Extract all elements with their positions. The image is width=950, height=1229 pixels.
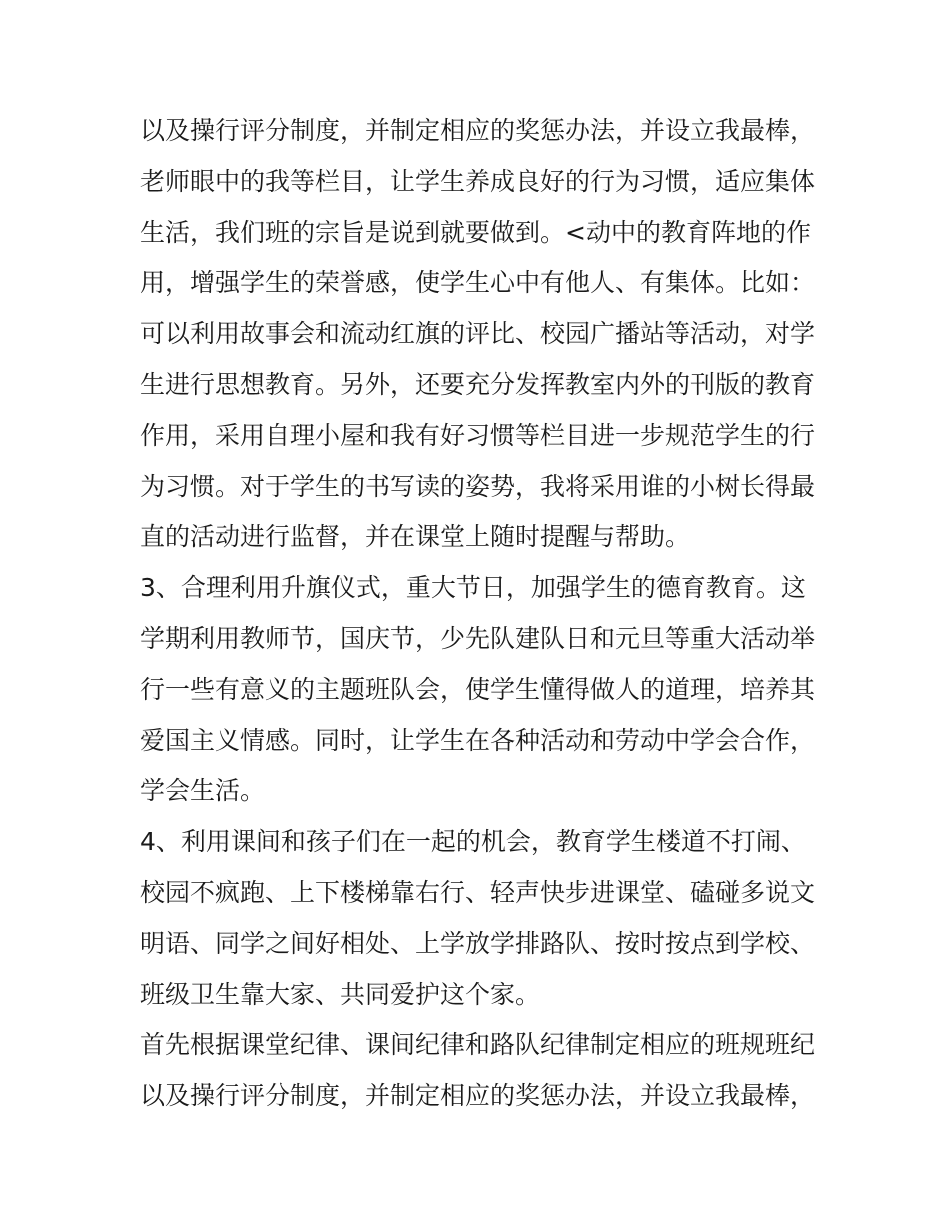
text-line: 学期利用教师节，国庆节，少先队建队日和元旦等重大活动举 xyxy=(140,623,816,653)
document-body xyxy=(140,106,820,1122)
text-line: 用，增强学生的荣誉感，使学生心中有他人、有集体。比如： xyxy=(140,268,816,298)
text-line: 以及操行评分制度，并制定相应的奖惩办法，并设立我最棒， xyxy=(140,1081,816,1111)
text-line: 4、利用课间和孩子们在一起的机会，教育学生楼道不打闹、 xyxy=(140,827,806,857)
text-line: 作用，采用自理小屋和我有好习惯等栏目进一步规范学生的行 xyxy=(140,420,816,450)
text-line: 班级卫生靠大家、共同爱护这个家。 xyxy=(140,979,541,1009)
text-line: 学会生活。 xyxy=(140,776,266,806)
text-line: 首先根据课堂纪律、课间纪律和路队纪律制定相应的班规班纪 xyxy=(140,1030,816,1060)
text-line: 明语、同学之间好相处、上学放学排路队、按时按点到学校、 xyxy=(140,928,816,958)
text-line: 以及操行评分制度，并制定相应的奖惩办法，并设立我最棒， xyxy=(140,116,816,145)
paragraph-3 xyxy=(140,817,820,1020)
text-line: 校园不疯跑、上下楼梯靠右行、轻声快步进课堂、磕碰多说文 xyxy=(140,877,816,907)
text-line: 为习惯。对于学生的书写读的姿势，我将采用谁的小树长得最 xyxy=(140,471,816,501)
text-line: 直的活动进行监督，并在课堂上随时提醒与帮助。 xyxy=(140,522,691,552)
text-line: 生进行思想教育。另外，还要充分发挥教室内外的刊版的教育 xyxy=(140,369,816,399)
text-line: 生活，我们班的宗旨是说到就要做到。<动中的教育阵地的作 xyxy=(140,217,811,247)
paragraph-4 xyxy=(140,1020,820,1122)
text-line: 爱国主义情感。同时，让学生在各种活动和劳动中学会合作， xyxy=(140,725,816,755)
text-line: 可以利用故事会和流动红旗的评比、校园广播站等活动，对学 xyxy=(140,319,816,349)
text-line: 行一些有意义的主题班队会，使学生懂得做人的道理，培养其 xyxy=(140,674,816,704)
paragraph-1 xyxy=(140,106,820,563)
text-line: 3、合理利用升旗仪式，重大节日，加强学生的德育教育。这 xyxy=(140,573,806,603)
paragraph-2 xyxy=(140,563,820,817)
text-line: 老师眼中的我等栏目，让学生养成良好的行为习惯，适应集体 xyxy=(140,166,816,196)
